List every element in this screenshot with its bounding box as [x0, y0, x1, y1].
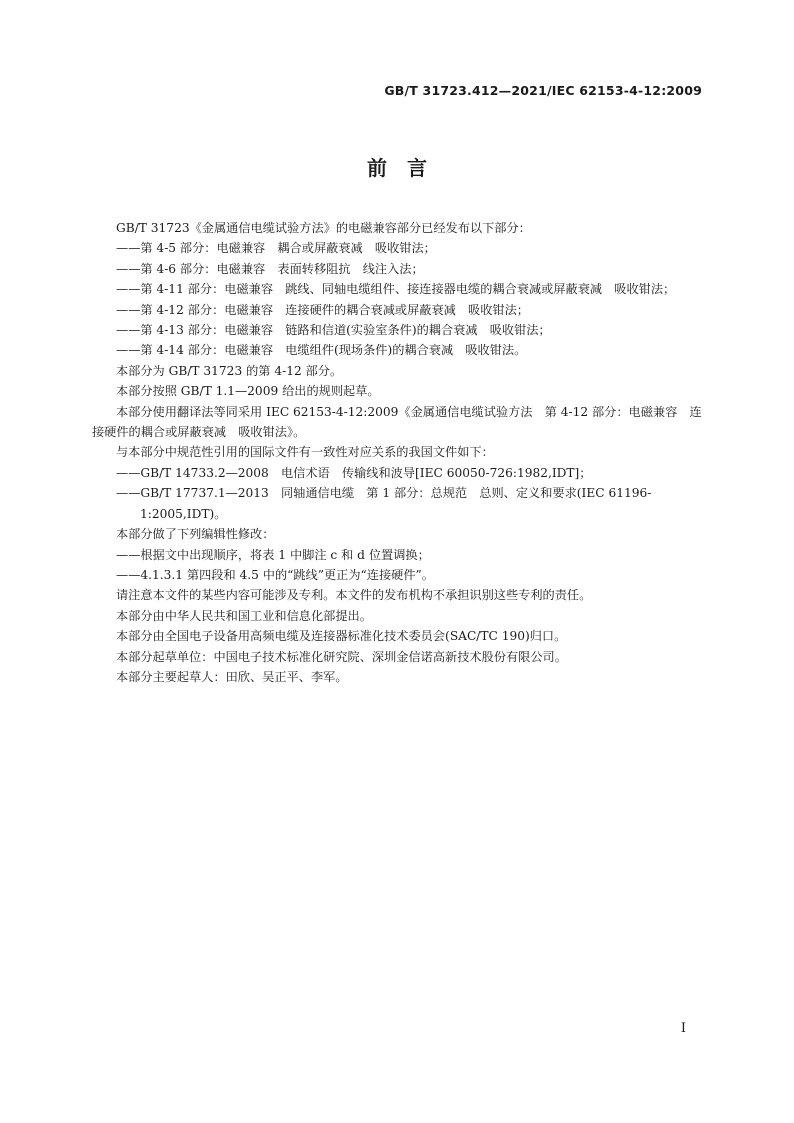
paragraph: 本部分使用翻译法等同采用 IEC 62153-4-12:2009《金属通信电缆试验方法 第 4-12 部分：电磁兼容 连接硬件的耦合或屏蔽衰减 吸收钳法》。	[92, 404, 702, 440]
list-item: ——4.1.3.1 第四段和 4.5 中的“跳线”更正为“连接硬件”。	[116, 567, 434, 582]
paragraph: 本部分为 GB/T 31723 的第 4-12 部分。	[116, 363, 343, 378]
list-item: ——第 4-11 部分：电磁兼容 跳线、同轴电缆组件、接连接器电缆的耦合衰减或屏蔽衰减 吸收钳法；	[116, 282, 676, 297]
list-item: ——第 4-5 部分：电磁兼容 耦合或屏蔽衰减 吸收钳法；	[116, 241, 436, 256]
list-item: ——GB/T 17737.1—2013 同轴通信电缆 第 1 部分：总规范 总则、定义和要求(IEC 61196-1:2005,IDT)。	[116, 486, 652, 521]
page-number: I	[680, 1021, 686, 1036]
list-item: ——根据文中出现顺序，将表 1 中脚注 c 和 d 位置调换；	[116, 547, 430, 562]
list-item: ——GB/T 14733.2—2008 电信术语 传输线和波导[IEC 60050-726:1982,IDT]；	[116, 465, 592, 480]
list-item: ——第 4-13 部分：电磁兼容 链路和信道(实验室条件)的耦合衰减 吸收钳法；	[116, 323, 551, 338]
list-item: ——第 4-12 部分：电磁兼容 连接硬件的耦合衰减或屏蔽衰减 吸收钳法；	[116, 302, 529, 317]
paragraph: GB/T 31723《金属通信电缆试验方法》的电磁兼容部分已经发布以下部分：	[116, 221, 531, 235]
list-item: ——第 4-14 部分：电磁兼容 电缆组件(现场条件)的耦合衰减 吸收钳法。	[116, 343, 527, 358]
document-code-header: GB/T 31723.412—2021/IEC 62153-4-12:2009	[384, 83, 702, 98]
paragraph: 本部分由中华人民共和国工业和信息化部提出。	[116, 608, 372, 623]
paragraph: 与本部分中规范性引用的国际文件有一致性对应关系的我国文件如下：	[116, 445, 494, 460]
page-title: 前 言	[367, 156, 427, 180]
paragraph: 本部分做了下列编辑性修改：	[116, 527, 275, 542]
foreword-body	[92, 218, 707, 687]
paragraph: 本部分由全国电子设备用高频电缆及连接器标准化技术委员会(SAC/TC 190)归口。	[116, 629, 567, 644]
paragraph: 本部分主要起草人：田欣、吴正平、李军。	[116, 669, 348, 684]
paragraph: 本部分按照 GB/T 1.1—2009 给出的规则起草。	[116, 384, 380, 399]
paragraph: 请注意本文件的某些内容可能涉及专利。本文件的发布机构不承担识别这些专利的责任。	[116, 588, 592, 603]
list-item: ——第 4-6 部分：电磁兼容 表面转移阻抗 线注入法；	[116, 261, 424, 276]
paragraph: 本部分起草单位：中国电子技术标准化研究院、深圳金信诺高新技术股份有限公司。	[116, 649, 567, 664]
